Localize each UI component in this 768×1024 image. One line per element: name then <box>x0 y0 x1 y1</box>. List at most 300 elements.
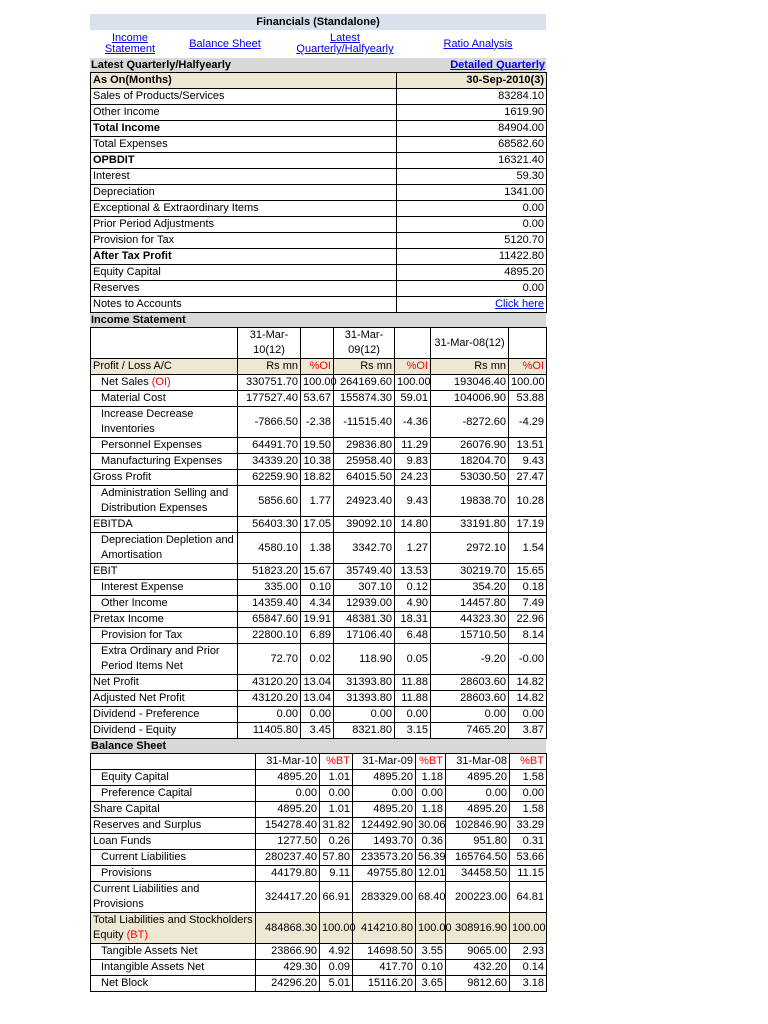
table-row <box>91 786 547 802</box>
value-cell: 4895.20 <box>256 770 320 786</box>
header-blank <box>395 328 431 359</box>
header-blank <box>301 328 334 359</box>
value-cell: 4580.10 <box>238 533 301 564</box>
percent-cell: 0.31 <box>510 834 547 850</box>
table-row <box>91 517 547 533</box>
value-cell: 28603.60 <box>431 675 509 691</box>
value-cell: 4895.20 <box>353 770 416 786</box>
summary-label: Reserves <box>91 281 397 297</box>
value-cell: 5856.60 <box>238 486 301 517</box>
percent-cell: 1.58 <box>510 802 547 818</box>
value-cell: 200223.00 <box>446 882 510 913</box>
row-label <box>91 596 238 612</box>
value-cell: 18204.70 <box>431 454 509 470</box>
value-cell: 283329.00 <box>353 882 416 913</box>
nav-balance-sheet-link[interactable]: Balance Sheet <box>189 37 261 50</box>
row-label-text: EBIT <box>93 565 118 577</box>
percent-cell: 7.49 <box>509 596 547 612</box>
summary-row <box>91 105 547 121</box>
summary-value: 84904.00 <box>397 121 547 137</box>
summary-label: Depreciation <box>91 185 397 201</box>
summary-label: Sales of Products/Services <box>91 89 397 105</box>
value-cell: 29836.80 <box>334 438 395 454</box>
percent-cell: -2.38 <box>301 407 334 438</box>
percent-label: %OI <box>395 359 431 375</box>
percent-cell: 15.67 <box>301 564 334 580</box>
value-cell: 25958.40 <box>334 454 395 470</box>
latest-summary-table <box>90 72 547 313</box>
table-row <box>91 596 547 612</box>
row-label <box>91 976 256 992</box>
percent-cell: 18.82 <box>301 470 334 486</box>
percent-cell: 0.10 <box>301 580 334 596</box>
value-cell: -9.20 <box>431 644 509 675</box>
summary-row <box>91 185 547 201</box>
table-row <box>91 707 547 723</box>
percent-cell: 4.34 <box>301 596 334 612</box>
percent-cell: 68.40 <box>416 882 446 913</box>
value-cell: 44323.30 <box>431 612 509 628</box>
percent-cell: 5.01 <box>320 976 353 992</box>
summary-row <box>91 265 547 281</box>
value-cell: 24296.20 <box>256 976 320 992</box>
percent-cell: 11.29 <box>395 438 431 454</box>
value-cell: 26076.90 <box>431 438 509 454</box>
summary-value: 68582.60 <box>397 137 547 153</box>
percent-cell: 0.00 <box>395 707 431 723</box>
row-label <box>91 454 238 470</box>
percent-cell: 56.39 <box>416 850 446 866</box>
value-cell: 43120.20 <box>238 675 301 691</box>
table-row <box>91 850 547 866</box>
value-cell: 0.00 <box>334 707 395 723</box>
nav-income-statement-link[interactable]: Income Statement <box>104 32 156 55</box>
summary-label: Interest <box>91 169 397 185</box>
percent-cell: 1.18 <box>416 802 446 818</box>
unit-label: Rs mn <box>334 359 395 375</box>
value-cell: 165764.50 <box>446 850 510 866</box>
value-cell: 34458.50 <box>446 866 510 882</box>
row-label <box>91 644 238 675</box>
table-row <box>91 644 547 675</box>
summary-label: Total Income <box>91 121 397 137</box>
row-label-text: Provision for Tax <box>101 629 183 641</box>
summary-row <box>91 169 547 185</box>
value-cell: 4895.20 <box>256 802 320 818</box>
percent-cell: 13.53 <box>395 564 431 580</box>
percent-cell: 100.00 <box>509 375 547 391</box>
percent-cell: 1.54 <box>509 533 547 564</box>
summary-label: As On(Months) <box>91 73 397 89</box>
percent-cell: 0.09 <box>320 960 353 976</box>
value-cell: 233573.20 <box>353 850 416 866</box>
summary-value: 0.00 <box>397 201 547 217</box>
summary-value: 16321.40 <box>397 153 547 169</box>
value-cell: 15116.20 <box>353 976 416 992</box>
percent-cell: 0.00 <box>416 786 446 802</box>
value-cell: 0.00 <box>238 707 301 723</box>
value-cell: 22800.10 <box>238 628 301 644</box>
row-label-text: Loan Funds <box>93 835 152 847</box>
percent-label: %OI <box>509 359 547 375</box>
percent-cell: 0.36 <box>416 834 446 850</box>
value-cell: 193046.40 <box>431 375 509 391</box>
nav-latest-quarterly-link[interactable]: Latest Quarterly/Halfyearly <box>296 32 394 55</box>
value-cell: 324417.20 <box>256 882 320 913</box>
percent-cell: 3.15 <box>395 723 431 739</box>
percent-cell: 9.43 <box>509 454 547 470</box>
summary-row <box>91 89 547 105</box>
table-row <box>91 612 547 628</box>
percent-cell: 0.18 <box>509 580 547 596</box>
row-label <box>91 770 256 786</box>
summary-row <box>91 121 547 137</box>
value-cell: 9812.60 <box>446 976 510 992</box>
value-cell: 4895.20 <box>353 802 416 818</box>
period-header: 31-Mar-10 <box>256 754 320 770</box>
percent-cell: 11.15 <box>510 866 547 882</box>
balance-sheet-table <box>90 753 547 992</box>
row-label <box>91 628 238 644</box>
row-label <box>91 675 238 691</box>
row-label <box>91 913 256 944</box>
table-row <box>91 438 547 454</box>
value-cell: 308916.90 <box>446 913 510 944</box>
summary-label: Notes to Accounts <box>91 297 397 313</box>
period-header: 31-Mar-10(12) <box>238 328 301 359</box>
table-row <box>91 675 547 691</box>
value-cell: 33191.80 <box>431 517 509 533</box>
value-cell: 14359.40 <box>238 596 301 612</box>
percent-cell: 3.18 <box>510 976 547 992</box>
value-cell: 155874.30 <box>334 391 395 407</box>
row-label <box>91 612 238 628</box>
summary-label: Prior Period Adjustments <box>91 217 397 233</box>
row-label <box>91 375 238 391</box>
value-cell: 0.00 <box>431 707 509 723</box>
percent-cell: 11.88 <box>395 691 431 707</box>
row-label <box>91 723 238 739</box>
percent-cell: 15.65 <box>509 564 547 580</box>
percent-cell: 100.00 <box>301 375 334 391</box>
percent-cell: 12.01 <box>416 866 446 882</box>
value-cell: 48381.30 <box>334 612 395 628</box>
table-row <box>91 913 547 944</box>
financials-panel <box>90 14 546 992</box>
value-cell: 51823.20 <box>238 564 301 580</box>
row-label <box>91 707 238 723</box>
row-label <box>91 818 256 834</box>
percent-cell: 8.14 <box>509 628 547 644</box>
row-label-text: Current Liabilities <box>101 851 186 863</box>
summary-row <box>91 137 547 153</box>
value-cell: 64015.50 <box>334 470 395 486</box>
percent-cell: 18.31 <box>395 612 431 628</box>
summary-value: 11422.80 <box>397 249 547 265</box>
summary-row <box>91 233 547 249</box>
percent-cell: 6.89 <box>301 628 334 644</box>
percent-cell: 1.01 <box>320 802 353 818</box>
table-row <box>91 375 547 391</box>
value-cell: 14457.80 <box>431 596 509 612</box>
table-row <box>91 818 547 834</box>
percent-cell: 13.04 <box>301 691 334 707</box>
table-row <box>91 802 547 818</box>
percent-cell: 27.47 <box>509 470 547 486</box>
percent-cell: 9.11 <box>320 866 353 882</box>
summary-label: OPBDIT <box>91 153 397 169</box>
row-label-text: Interest Expense <box>101 581 184 593</box>
summary-row <box>91 297 547 313</box>
value-cell: -7866.50 <box>238 407 301 438</box>
percent-cell: 19.91 <box>301 612 334 628</box>
row-label <box>91 866 256 882</box>
table-row <box>91 470 547 486</box>
row-label-text: Tangible Assets Net <box>101 945 198 957</box>
summary-label: Exceptional & Extraordinary Items <box>91 201 397 217</box>
percent-cell: 0.00 <box>301 707 334 723</box>
row-label <box>91 850 256 866</box>
value-cell: 118.90 <box>334 644 395 675</box>
percent-cell: 13.51 <box>509 438 547 454</box>
value-cell: 30219.70 <box>431 564 509 580</box>
value-cell: 9065.00 <box>446 944 510 960</box>
unit-header-row <box>91 359 547 375</box>
income-section-header <box>90 313 546 327</box>
row-label-text: Increase Decrease Inventories <box>101 408 194 435</box>
table-row <box>91 866 547 882</box>
unit-label: Rs mn <box>431 359 509 375</box>
value-cell: 49755.80 <box>353 866 416 882</box>
value-cell: 4895.20 <box>446 802 510 818</box>
header-blank <box>91 754 256 770</box>
table-row <box>91 454 547 470</box>
table-row <box>91 391 547 407</box>
value-cell: 177527.40 <box>238 391 301 407</box>
percent-label: %BT <box>320 754 353 770</box>
row-label-text: Pretax Income <box>93 613 164 625</box>
row-label <box>91 486 238 517</box>
value-cell: 354.20 <box>431 580 509 596</box>
header-blank <box>91 328 238 359</box>
row-label-suffix: (OI) <box>151 376 171 388</box>
percent-cell: 100.00 <box>416 913 446 944</box>
row-label <box>91 407 238 438</box>
percent-cell: 1.38 <box>301 533 334 564</box>
balance-section-header <box>90 739 546 753</box>
percent-cell: -4.29 <box>509 407 547 438</box>
row-label-text: Intangible Assets Net <box>101 961 205 973</box>
value-cell: 43120.20 <box>238 691 301 707</box>
row-label-text: Net Profit <box>93 676 139 688</box>
income-statement-table <box>90 327 547 739</box>
row-label <box>91 960 256 976</box>
period-header: 31-Mar-08(12) <box>431 328 509 359</box>
summary-row <box>91 73 547 89</box>
percent-cell: -4.36 <box>395 407 431 438</box>
row-label-text: Reserves and Surplus <box>93 819 202 831</box>
percent-cell: 57.80 <box>320 850 353 866</box>
summary-value: 1619.90 <box>397 105 547 121</box>
percent-cell: 1.18 <box>416 770 446 786</box>
row-label-text: Share Capital <box>93 803 160 815</box>
row-label-text: Manufacturing Expenses <box>101 455 223 467</box>
value-cell: 330751.70 <box>238 375 301 391</box>
value-cell: 280237.40 <box>256 850 320 866</box>
summary-value: 5120.70 <box>397 233 547 249</box>
summary-value: 30-Sep-2010(3) <box>397 73 547 89</box>
percent-cell: 0.00 <box>510 786 547 802</box>
header-blank <box>509 328 547 359</box>
percent-cell: 59.01 <box>395 391 431 407</box>
row-label-text: Depreciation Depletion and Amortisation <box>101 534 234 561</box>
value-cell: 307.10 <box>334 580 395 596</box>
value-cell: 417.70 <box>353 960 416 976</box>
summary-value <box>397 297 547 313</box>
value-cell: 31393.80 <box>334 691 395 707</box>
percent-cell: 19.50 <box>301 438 334 454</box>
period-header: 31-Mar-09(12) <box>334 328 395 359</box>
row-label <box>91 391 238 407</box>
percent-cell: -0.00 <box>509 644 547 675</box>
percent-cell: 0.12 <box>395 580 431 596</box>
summary-value: 0.00 <box>397 281 547 297</box>
value-cell: 429.30 <box>256 960 320 976</box>
value-cell: 15710.50 <box>431 628 509 644</box>
row-label-text: Total Liabilities and Stockholders Equity <box>93 914 253 941</box>
summary-row <box>91 249 547 265</box>
row-label-text: EBITDA <box>93 518 133 530</box>
summary-label: Provision for Tax <box>91 233 397 249</box>
percent-cell: 1.27 <box>395 533 431 564</box>
financials-nav <box>90 30 546 58</box>
row-label <box>91 533 238 564</box>
row-label-text: Dividend - Equity <box>93 724 177 736</box>
percent-cell: 17.05 <box>301 517 334 533</box>
row-label-text: Net Block <box>101 977 149 989</box>
row-label <box>91 802 256 818</box>
table-row <box>91 691 547 707</box>
value-cell: 31393.80 <box>334 675 395 691</box>
detailed-quarterly-link[interactable]: Detailed Quarterly <box>450 59 545 71</box>
row-label-text: Current Liabilities and Provisions <box>93 883 200 910</box>
percent-cell: 6.48 <box>395 628 431 644</box>
percent-cell: 0.05 <box>395 644 431 675</box>
row-label-text: Adjusted Net Profit <box>93 692 185 704</box>
percent-label: %BT <box>510 754 547 770</box>
summary-label: Other Income <box>91 105 397 121</box>
summary-label: Equity Capital <box>91 265 397 281</box>
table-row <box>91 628 547 644</box>
percent-cell: 9.83 <box>395 454 431 470</box>
percent-cell: 22.96 <box>509 612 547 628</box>
row-label-text: Gross Profit <box>93 471 152 483</box>
percent-cell: 24.23 <box>395 470 431 486</box>
percent-cell: 100.00 <box>510 913 547 944</box>
percent-cell: 3.45 <box>301 723 334 739</box>
value-cell: 11405.80 <box>238 723 301 739</box>
percent-cell: 3.65 <box>416 976 446 992</box>
row-label <box>91 517 238 533</box>
percent-cell: 0.00 <box>509 707 547 723</box>
value-cell: 12939.00 <box>334 596 395 612</box>
percent-cell: 10.28 <box>509 486 547 517</box>
notes-click-here-link[interactable]: Click here <box>495 298 544 310</box>
value-cell: 39092.10 <box>334 517 395 533</box>
row-label-suffix: (BT) <box>126 929 149 941</box>
percent-cell: 1.01 <box>320 770 353 786</box>
percent-cell: 4.92 <box>320 944 353 960</box>
balance-section-label: Balance Sheet <box>91 740 167 752</box>
value-cell: 23866.90 <box>256 944 320 960</box>
table-row <box>91 407 547 438</box>
summary-row <box>91 201 547 217</box>
percent-cell: 0.26 <box>320 834 353 850</box>
row-label-text: Material Cost <box>101 392 166 404</box>
value-cell: 24923.40 <box>334 486 395 517</box>
row-label-text: Provisions <box>101 867 152 879</box>
value-cell: 65847.60 <box>238 612 301 628</box>
summary-row <box>91 217 547 233</box>
value-cell: 7465.20 <box>431 723 509 739</box>
percent-cell: 0.00 <box>320 786 353 802</box>
table-row <box>91 944 547 960</box>
row-label-text: Equity Capital <box>101 771 169 783</box>
value-cell: 951.80 <box>446 834 510 850</box>
value-cell: -8272.60 <box>431 407 509 438</box>
value-cell: 1277.50 <box>256 834 320 850</box>
percent-cell: 53.67 <box>301 391 334 407</box>
row-label-text: Net Sales <box>101 376 152 388</box>
row-label <box>91 438 238 454</box>
value-cell: 335.00 <box>238 580 301 596</box>
row-label <box>91 944 256 960</box>
value-cell: 17106.40 <box>334 628 395 644</box>
nav-ratio-analysis-link[interactable]: Ratio Analysis <box>443 37 513 50</box>
period-header: 31-Mar-08 <box>446 754 510 770</box>
value-cell: 124492.90 <box>353 818 416 834</box>
row-label-text: Personnel Expenses <box>101 439 202 451</box>
value-cell: 1493.70 <box>353 834 416 850</box>
summary-label: After Tax Profit <box>91 249 397 265</box>
table-row <box>91 564 547 580</box>
summary-row <box>91 153 547 169</box>
period-header-row <box>91 754 547 770</box>
percent-cell: 3.87 <box>509 723 547 739</box>
percent-cell: 0.02 <box>301 644 334 675</box>
row-label <box>91 470 238 486</box>
unit-label: Rs mn <box>238 359 301 375</box>
value-cell: 72.70 <box>238 644 301 675</box>
percent-cell: 4.90 <box>395 596 431 612</box>
value-cell: 414210.80 <box>353 913 416 944</box>
table-row <box>91 580 547 596</box>
value-cell: 102846.90 <box>446 818 510 834</box>
percent-cell: 14.80 <box>395 517 431 533</box>
value-cell: 4895.20 <box>446 770 510 786</box>
table-row <box>91 882 547 913</box>
percent-cell: 31.82 <box>320 818 353 834</box>
table-row <box>91 533 547 564</box>
percent-cell: 33.29 <box>510 818 547 834</box>
percent-label: %BT <box>416 754 446 770</box>
percent-cell: 53.66 <box>510 850 547 866</box>
value-cell: 64491.70 <box>238 438 301 454</box>
summary-row <box>91 281 547 297</box>
percent-cell: 2.93 <box>510 944 547 960</box>
value-cell: 104006.90 <box>431 391 509 407</box>
percent-cell: 64.81 <box>510 882 547 913</box>
